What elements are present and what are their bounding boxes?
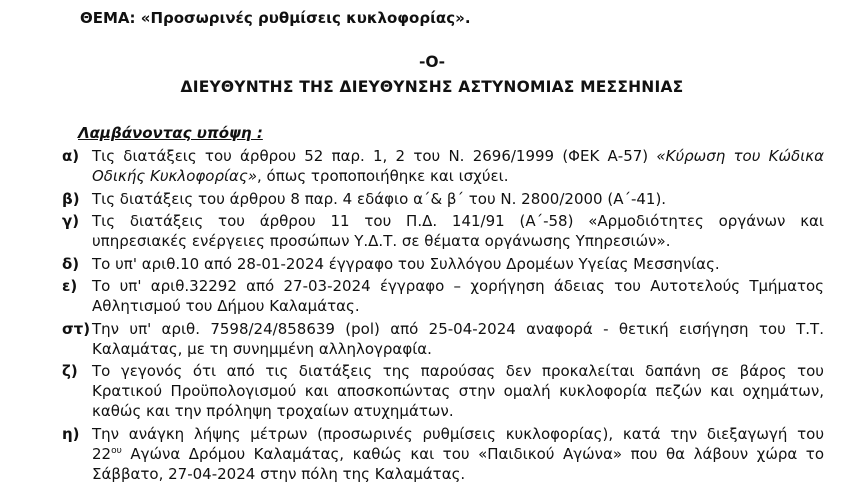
item-line: Καλαμάτας, με τη συνημμένη αλληλογραφία. xyxy=(92,339,432,358)
subject-line: ΘΕΜΑ: «Προσωρινές ρυθμίσεις κυκλοφορίας». xyxy=(80,9,471,27)
list-item xyxy=(0,211,864,251)
considerations-list xyxy=(0,146,864,486)
item-label: ζ) xyxy=(62,362,78,380)
item-line: Την υπ' αριθ. 7598/24/858639 (pol) από 25-04-2024 αναφορά - θετική εισήγηση του Τ.Τ. xyxy=(92,319,824,338)
item-text: Τις διατάξεις του άρθρου 52 παρ. 1, 2 του Ν. 2696/1999 (ΦΕΚ Α-57) xyxy=(92,147,657,165)
item-label: στ) xyxy=(62,319,91,338)
item-line: Τις διατάξεις του άρθρου 11 του Π.Δ. 141/91 (Α΄-58) «Αρμοδιότητες οργάνων και xyxy=(92,212,824,230)
item-line: Σάββατο, 27-04-2024 στην πόλη της Καλαμάτας. xyxy=(92,464,466,483)
list-item xyxy=(0,319,864,359)
item-italic-text: Οδικής Κυκλοφορίας» xyxy=(92,167,258,185)
item-line xyxy=(92,146,824,166)
item-line xyxy=(92,444,824,464)
item-line: υπηρεσιακές ενέργειες προσώπων Υ.Δ.Τ. σε θέματα οργάνωσης Υπηρεσιών». xyxy=(92,232,671,250)
item-label: α) xyxy=(62,147,80,165)
item-text: 22 xyxy=(92,444,112,463)
item-line: Την ανάγκη λήψης μέτρων (προσωρινές ρυθμίσεις κυκλοφορίας), κατά την διεξαγωγή του xyxy=(92,424,824,443)
item-line: Το υπ' αριθ.10 από 28-01-2024 έγγραφο του Συλλόγου Δρομέων Υγείας Μεσσηνίας. xyxy=(92,254,720,273)
item-text: Αγώνα Δρόμου Καλαμάτας, καθώς και του «Παιδικού Αγώνα» που θα λάβουν χώρα το xyxy=(121,444,824,463)
dash-o-separator: -Ο- xyxy=(418,53,446,71)
list-item xyxy=(0,146,864,186)
list-item xyxy=(0,276,864,316)
item-line: Τις διατάξεις του άρθρου 8 παρ. 4 εδάφιο α΄& β΄ του Ν. 2800/2000 (Α΄-41). xyxy=(92,189,667,208)
director-title: ΔΙΕΥΘΥΝΤΗΣ ΤΗΣ ΔΙΕΥΘΥΝΣΗΣ ΑΣΤΥΝΟΜΙΑΣ ΜΕΣΣΗΝΙΑΣ xyxy=(180,78,684,96)
item-line: Κρατικού Προϋπολογισμού και αποσκοπώντας στην ομαλή κυκλοφορία πεζών και οχημάτων, xyxy=(92,382,824,400)
item-label: β) xyxy=(62,189,80,208)
list-item xyxy=(0,254,864,274)
item-line: Το υπ' αριθ.32292 από 27-03-2024 έγγραφο – χορήγηση άδειας του Αυτοτελούς Τμήματος xyxy=(92,277,824,295)
item-line: Το γεγονός ότι από τις διατάξεις της παρούσας δεν προκαλείται δαπάνη σε βάρος του xyxy=(92,362,824,380)
item-label: η) xyxy=(62,424,80,443)
item-text: , όπως τροποποιήθηκε και ισχύει. xyxy=(257,167,509,185)
considering-label: Λαμβάνοντας υπόψη : xyxy=(78,124,263,142)
item-label: δ) xyxy=(62,254,80,273)
item-line: καθώς και την πρόληψη τροχαίων ατυχημάτων. xyxy=(92,402,454,420)
list-item xyxy=(0,189,864,209)
item-label: ε) xyxy=(62,277,78,295)
item-label: γ) xyxy=(62,212,80,230)
list-item xyxy=(0,361,864,421)
list-item xyxy=(0,424,864,484)
item-line xyxy=(92,166,824,186)
item-italic-text: «Κύρωση του Κώδικα xyxy=(656,147,824,165)
item-line: Αθλητισμού του Δήμου Καλαμάτας. xyxy=(92,297,360,315)
ordinal-superscript: ου xyxy=(111,445,122,456)
